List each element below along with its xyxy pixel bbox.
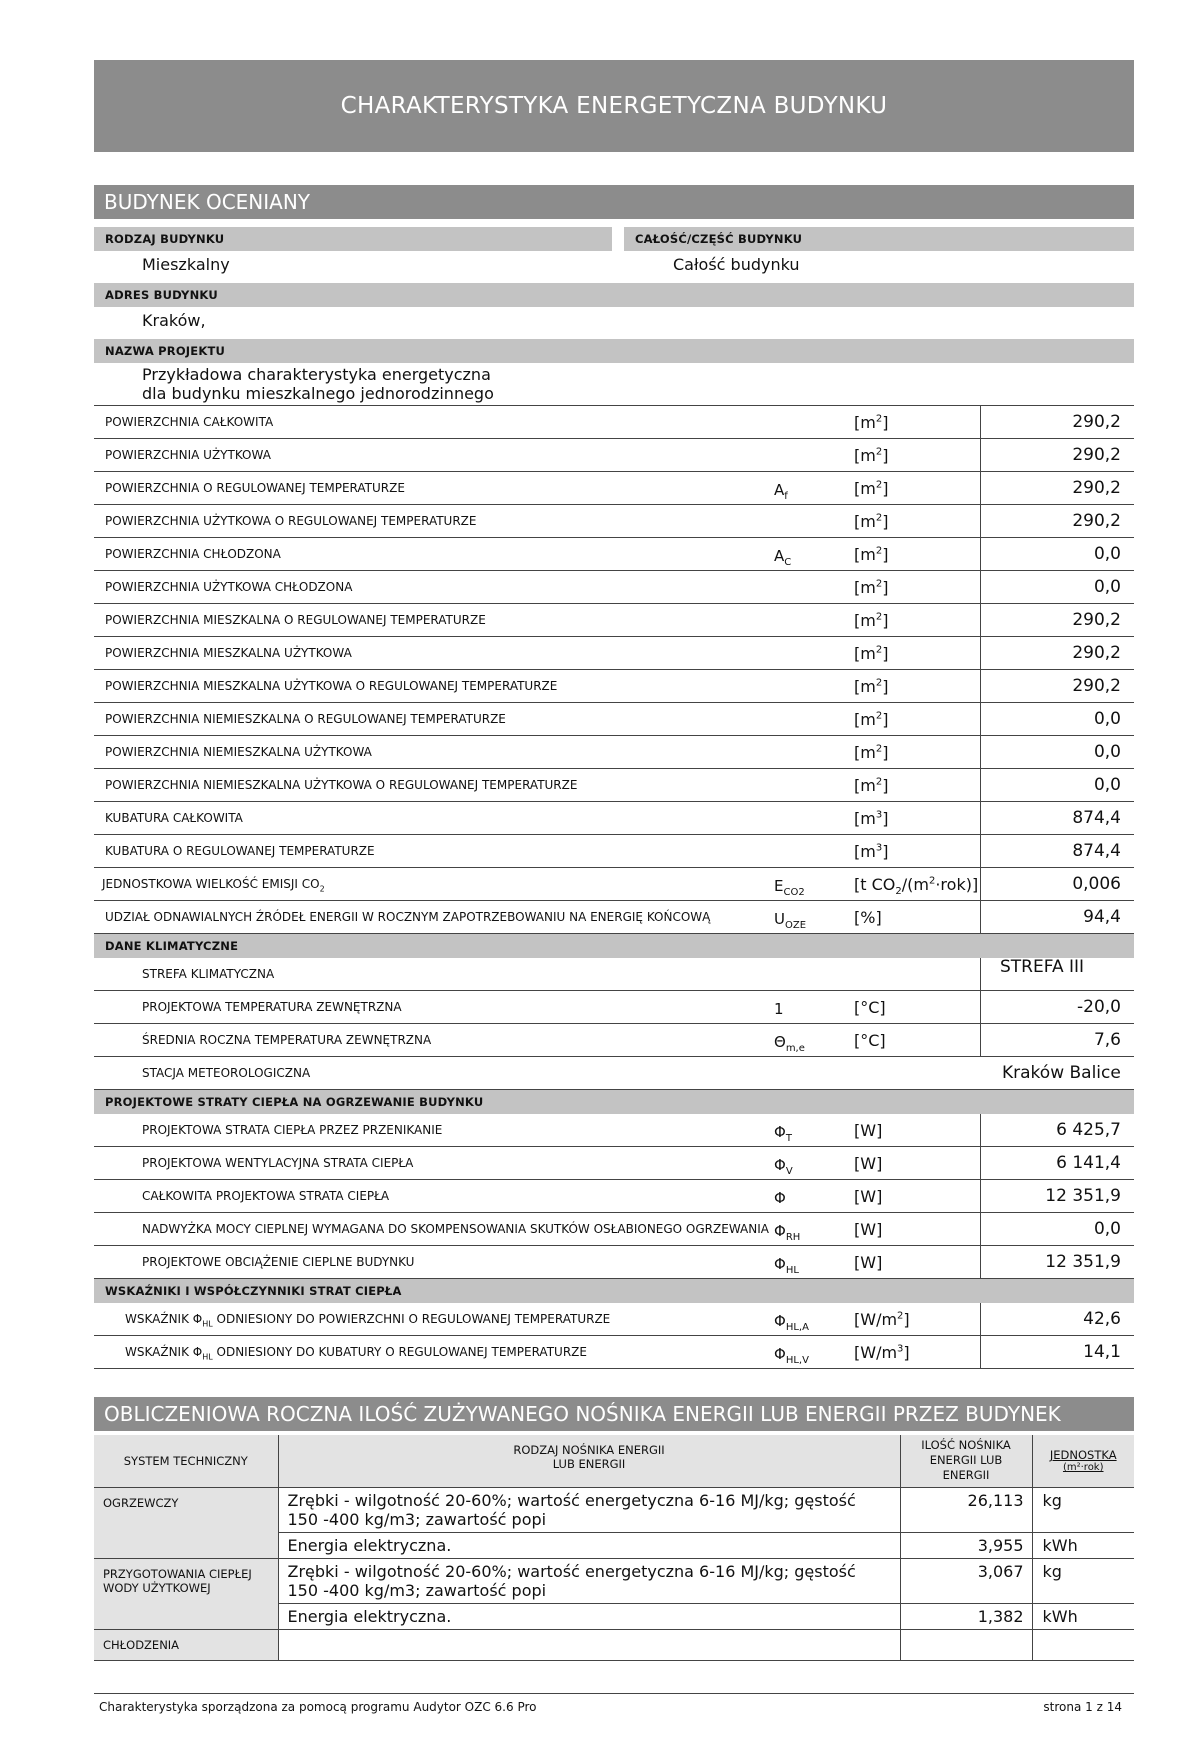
property-unit <box>854 875 978 897</box>
col-header-amount: ILOŚĆ NOŚNIKA ENERGII LUB ENERGII <box>900 1435 1032 1487</box>
property-row <box>94 505 1134 538</box>
property-value: 290,2 <box>1072 412 1121 432</box>
unit-sup: 2 <box>897 1310 904 1322</box>
symbol-sub: HL,A <box>785 1322 809 1333</box>
energy-amount-cell: 1,382 <box>900 1603 1032 1629</box>
unit-end: ] <box>882 809 889 828</box>
energy-unit-cell: kWh <box>1032 1603 1134 1629</box>
property-unit <box>854 1343 910 1362</box>
property-unit <box>854 842 888 861</box>
property-value-cell <box>980 802 1134 835</box>
unit-main: [m <box>854 644 876 663</box>
property-value: 42,6 <box>1083 1309 1121 1329</box>
property-value-cell <box>980 868 1134 901</box>
symbol-sub: OZE <box>784 920 807 931</box>
property-label: NADWYŻKA MOCY CIEPLNEJ WYMAGANA DO SKOMPENSOWANIA SKUTKÓW OSŁABIONEGO OGRZEWANIA <box>142 1222 769 1236</box>
property-label-text: KUBATURA O REGULOWANEJ TEMPERATURZE <box>105 844 375 858</box>
property-value-cell <box>980 472 1134 505</box>
klimat-row <box>94 991 1134 1024</box>
unit-sup: 2 <box>875 710 883 722</box>
property-value: 6 425,7 <box>1056 1120 1121 1140</box>
property-label: PROJEKTOWA TEMPERATURA ZEWNĘTRZNA <box>142 1000 402 1014</box>
unit-main: [t CO <box>854 875 896 894</box>
property-unit: [W] <box>854 1154 883 1173</box>
symbol-sub: HL,V <box>785 1355 809 1366</box>
unit-main: [m <box>854 512 876 531</box>
wskaznik-row <box>94 1336 1134 1369</box>
symbol-main: Φ <box>774 1189 786 1207</box>
property-label <box>105 811 243 825</box>
property-unit: [W] <box>854 1253 883 1272</box>
unit-end: ] <box>882 644 889 663</box>
unit-end: ] <box>882 842 889 861</box>
property-unit <box>854 479 888 498</box>
property-unit: [W] <box>854 1220 883 1239</box>
property-unit <box>854 710 888 729</box>
unit-end: ] <box>903 1343 910 1362</box>
property-symbol <box>774 481 788 502</box>
property-label <box>105 679 557 693</box>
unit-main: [m <box>854 677 876 696</box>
property-value: 0,0 <box>1093 544 1121 564</box>
symbol-sub: V <box>785 1166 793 1177</box>
energy-carrier-cell: Energia elektryczna. <box>278 1603 900 1629</box>
symbol-sub: CO2 <box>783 887 805 898</box>
property-unit <box>854 512 888 531</box>
property-symbol <box>774 910 806 931</box>
property-label <box>105 448 271 462</box>
energy-carrier-cell <box>278 1629 900 1660</box>
value-rodzaj-budynku: Mieszkalny <box>142 255 230 274</box>
property-row <box>94 736 1134 769</box>
energy-carrier-cell: Zrębki - wilgotność 20-60%; wartość energetyczna 6-16 MJ/kg; gęstość 150 -400 kg/m3; zawartość popi <box>278 1558 900 1603</box>
property-row <box>94 802 1134 835</box>
property-unit: [°C] <box>854 998 886 1017</box>
symbol-main: Φ <box>774 1123 786 1141</box>
label-post: ODNIESIONY DO KUBATURY O REGULOWANEJ TEMPERATURZE <box>212 1345 587 1359</box>
footer-divider <box>94 1693 1134 1694</box>
property-label <box>105 415 273 429</box>
property-value: 290,2 <box>1072 676 1121 696</box>
property-unit <box>854 578 888 597</box>
property-symbol <box>774 1000 784 1018</box>
value-calosc-budynku: Całość budynku <box>673 255 800 274</box>
unit-main: [W/m <box>854 1310 898 1329</box>
property-label <box>105 646 352 660</box>
unit-mid: /(m <box>901 875 929 894</box>
property-row <box>94 637 1134 670</box>
property-label-text: UDZIAŁ ODNAWIALNYCH ŹRÓDEŁ ENERGII W ROCZNYM ZAPOTRZEBOWANIU NA ENERGIĘ KOŃCOWĄ <box>105 910 711 924</box>
property-label-text: POWIERZCHNIA NIEMIESZKALNA UŻYTKOWA <box>105 745 372 759</box>
unit-end: ] <box>882 578 889 597</box>
unit-main: [m <box>854 413 876 432</box>
property-symbol <box>774 547 791 568</box>
property-unit <box>854 677 888 696</box>
value-adres-budynku: Kraków, <box>142 311 206 330</box>
property-value: 290,2 <box>1072 511 1121 531</box>
symbol-sub: HL <box>785 1265 799 1276</box>
unit-sup: 2 <box>875 512 883 524</box>
property-symbol <box>774 1345 809 1366</box>
property-label-text: POWIERZCHNIA UŻYTKOWA O REGULOWANEJ TEMPERATURZE <box>105 514 477 528</box>
property-value: 94,4 <box>1083 907 1121 927</box>
unit-end: ] <box>882 677 889 696</box>
property-row <box>94 835 1134 868</box>
property-value-cell <box>980 1213 1134 1246</box>
property-value-cell <box>980 835 1134 868</box>
unit-sub: 2 <box>895 886 902 898</box>
document-title: CHARAKTERYSTYKA ENERGETYCZNA BUDYNKU <box>94 60 1134 152</box>
property-value: 0,0 <box>1093 577 1121 597</box>
property-value-cell <box>980 670 1134 703</box>
property-value-cell <box>980 505 1134 538</box>
property-value: 14,1 <box>1083 1342 1121 1362</box>
unit-main: [m <box>854 446 876 465</box>
property-label <box>105 580 352 594</box>
symbol-main: A <box>774 481 785 499</box>
klimat-row <box>94 958 1134 991</box>
property-row <box>94 538 1134 571</box>
section-straty-ciepla: PROJEKTOWE STRATY CIEPŁA NA OGRZEWANIE BUDYNKU <box>94 1090 1134 1114</box>
property-value-cell <box>980 1303 1134 1336</box>
property-value: 0,006 <box>1072 874 1121 894</box>
straty-row <box>94 1180 1134 1213</box>
property-value-cell <box>980 1180 1134 1213</box>
straty-row <box>94 1147 1134 1180</box>
property-value: 0,0 <box>1093 709 1121 729</box>
unit-sup: 2 <box>928 875 936 887</box>
straty-row <box>94 1114 1134 1147</box>
property-value: 0,0 <box>1093 775 1121 795</box>
property-value: -20,0 <box>1077 997 1121 1017</box>
symbol-main: U <box>774 910 785 928</box>
unit-main: [m <box>854 611 876 630</box>
property-label-text: POWIERZCHNIA UŻYTKOWA <box>105 448 271 462</box>
property-label-sub: 2 <box>319 884 325 894</box>
energy-row <box>94 1487 1134 1532</box>
symbol-main: Φ <box>774 1255 786 1273</box>
property-value-cell <box>980 901 1134 934</box>
energy-carrier-cell: Zrębki - wilgotność 20-60%; wartość energetyczna 6-16 MJ/kg; gęstość 150 -400 kg/m3; zawartość popi <box>278 1487 900 1532</box>
property-unit: [W] <box>854 1121 883 1140</box>
unit-main: [m <box>854 710 876 729</box>
property-label-text: POWIERZCHNIA MIESZKALNA O REGULOWANEJ TEMPERATURZE <box>105 613 486 627</box>
property-label: STACJA METEOROLOGICZNA <box>142 1066 311 1080</box>
property-label <box>105 547 281 561</box>
property-label <box>105 481 405 495</box>
symbol-sub: C <box>784 557 792 568</box>
property-label-text: POWIERZCHNIA UŻYTKOWA CHŁODZONA <box>105 580 353 594</box>
property-value: 12 351,9 <box>1045 1252 1121 1272</box>
footer-page-number: strona 1 z 14 <box>1043 1700 1122 1714</box>
energy-table-wrap <box>94 1435 1134 1661</box>
property-label <box>105 778 577 792</box>
property-symbol <box>774 1312 809 1333</box>
energy-amount-cell: 26,113 <box>900 1487 1032 1532</box>
property-unit <box>854 611 888 630</box>
property-label-text: POWIERZCHNIA MIESZKALNA UŻYTKOWA <box>105 646 352 660</box>
unit-end: ] <box>882 776 889 795</box>
energy-unit-cell <box>1032 1629 1134 1660</box>
label-sub: HL <box>202 1352 213 1362</box>
energy-amount-cell: 3,067 <box>900 1558 1032 1603</box>
unit-main: [m <box>854 479 876 498</box>
property-value: 7,6 <box>1093 1030 1121 1050</box>
symbol-main: 1 <box>774 1000 784 1018</box>
property-symbol <box>774 1255 799 1276</box>
unit-main: [m <box>854 842 876 861</box>
property-value-cell <box>980 1246 1134 1279</box>
property-unit: [W] <box>854 1187 883 1206</box>
property-value-cell <box>980 703 1134 736</box>
symbol-main: Φ <box>774 1156 786 1174</box>
property-value: 874,4 <box>1072 841 1121 861</box>
property-label <box>102 877 325 893</box>
property-value: STREFA III <box>1000 957 1085 977</box>
value-nazwa-projektu-line1: Przykładowa charakterystyka energetyczna <box>142 365 491 384</box>
property-label-text: KUBATURA CAŁKOWITA <box>105 811 243 825</box>
property-unit: [°C] <box>854 1031 886 1050</box>
property-row <box>94 604 1134 637</box>
property-symbol <box>774 1033 805 1054</box>
section-wskazniki: WSKAŹNIKI I WSPÓŁCZYNNIKI STRAT CIEPŁA <box>94 1279 1134 1303</box>
property-unit <box>854 776 888 795</box>
property-row <box>94 439 1134 472</box>
property-row <box>94 670 1134 703</box>
property-value: 0,0 <box>1093 742 1121 762</box>
unit-main: [m <box>854 743 876 762</box>
property-label <box>125 1312 610 1328</box>
unit-sup: 2 <box>875 446 883 458</box>
unit-end: ] <box>882 479 889 498</box>
unit-sup: 2 <box>875 545 883 557</box>
property-value-cell <box>980 571 1134 604</box>
value-nazwa-projektu-line2: dla budynku mieszkalnego jednorodzinnego <box>142 384 494 403</box>
unit-end: ·rok)] <box>935 875 979 894</box>
col-header-system: SYSTEM TECHNICZNY <box>94 1435 278 1487</box>
symbol-main: Φ <box>774 1222 786 1240</box>
property-symbol <box>774 1222 800 1243</box>
unit-sup: 3 <box>875 809 883 821</box>
energy-row <box>94 1629 1134 1660</box>
energy-system-cell: OGRZEWCZY <box>94 1487 278 1558</box>
symbol-main: Θ <box>774 1033 786 1051</box>
wskaznik-row <box>94 1303 1134 1336</box>
symbol-sub: m,e <box>785 1043 805 1054</box>
property-value-cell <box>980 1024 1134 1057</box>
property-label <box>105 745 372 759</box>
symbol-sub: f <box>784 491 788 502</box>
property-unit <box>854 743 888 762</box>
unit-sup: 2 <box>875 479 883 491</box>
unit-sup: 2 <box>875 677 883 689</box>
unit-end: ] <box>882 446 889 465</box>
energy-row <box>94 1558 1134 1603</box>
property-value-cell <box>980 1114 1134 1147</box>
energy-unit-cell: kg <box>1032 1558 1134 1603</box>
section-header-budynek: BUDYNEK OCENIANY <box>94 185 1134 219</box>
property-label: PROJEKTOWA WENTYLACYJNA STRATA CIEPŁA <box>142 1156 414 1170</box>
property-label <box>105 514 476 528</box>
property-row <box>94 472 1134 505</box>
klimat-row <box>94 1024 1134 1057</box>
property-symbol <box>774 1189 786 1207</box>
label-pre: WSKAŹNIK Φ <box>125 1312 203 1326</box>
property-row <box>94 901 1134 934</box>
symbol-main: A <box>774 547 785 565</box>
label-rodzaj-budynku: RODZAJ BUDYNKU <box>94 227 612 251</box>
property-label-text: JEDNOSTKOWA WIELKOŚĆ EMISJI CO <box>102 877 320 891</box>
label-adres-budynku: ADRES BUDYNKU <box>94 283 1134 307</box>
property-value: 290,2 <box>1072 610 1121 630</box>
energy-amount-cell: 3,955 <box>900 1532 1032 1558</box>
property-label-text: POWIERZCHNIA CAŁKOWITA <box>105 415 274 429</box>
unit-sup: 2 <box>875 644 883 656</box>
property-value-cell <box>980 769 1134 802</box>
property-value-cell <box>980 439 1134 472</box>
unit-sup: 2 <box>875 611 883 623</box>
property-value: 290,2 <box>1072 643 1121 663</box>
property-value-cell <box>980 637 1134 670</box>
property-label <box>105 844 375 858</box>
property-value-cell <box>980 1147 1134 1180</box>
section-dane-klimatyczne: DANE KLIMATYCZNE <box>94 934 1134 958</box>
property-symbol <box>774 1156 793 1177</box>
property-unit <box>854 809 888 828</box>
property-value: Kraków Balice <box>1002 1063 1121 1083</box>
property-value-cell <box>980 538 1134 571</box>
unit-main: [m <box>854 545 876 564</box>
property-unit <box>854 644 888 663</box>
section-header-energy: OBLICZENIOWA ROCZNA ILOŚĆ ZUŻYWANEGO NOŚNIKA ENERGII LUB ENERGII PRZEZ BUDYNEK <box>94 1397 1134 1431</box>
property-row <box>94 571 1134 604</box>
property-label <box>105 712 506 726</box>
unit-main: [m <box>854 578 876 597</box>
unit-sup: 2 <box>875 776 883 788</box>
property-value-cell <box>980 1057 1134 1090</box>
property-unit <box>854 545 888 564</box>
property-label-text: POWIERZCHNIA MIESZKALNA UŻYTKOWA O REGULOWANEJ TEMPERATURZE <box>105 679 558 693</box>
property-value: 12 351,9 <box>1045 1186 1121 1206</box>
straty-row <box>94 1246 1134 1279</box>
property-unit <box>854 1310 910 1329</box>
symbol-sub: RH <box>785 1232 801 1243</box>
unit-main: [m <box>854 809 876 828</box>
property-unit <box>854 413 888 432</box>
label-nazwa-projektu: NAZWA PROJEKTU <box>94 339 1134 363</box>
label-pre: WSKAŹNIK Φ <box>125 1345 203 1359</box>
klimat-row <box>94 1057 1134 1090</box>
property-value-cell <box>980 604 1134 637</box>
unit-main: [%] <box>854 908 882 927</box>
property-symbol <box>774 877 805 898</box>
property-value: 0,0 <box>1093 1219 1121 1239</box>
col-header-unit: JEDNOSTKA (m²·rok) <box>1032 1435 1134 1487</box>
symbol-sub: T <box>785 1133 792 1144</box>
property-label-text: POWIERZCHNIA CHŁODZONA <box>105 547 281 561</box>
unit-end: ] <box>882 710 889 729</box>
property-value-cell <box>980 736 1134 769</box>
energy-table <box>94 1435 1134 1661</box>
property-row <box>94 769 1134 802</box>
energy-unit-cell: kWh <box>1032 1532 1134 1558</box>
footer-software-note: Charakterystyka sporządzona za pomocą programu Audytor OZC 6.6 Pro <box>99 1700 537 1714</box>
property-row <box>94 406 1134 439</box>
property-label-text: POWIERZCHNIA NIEMIESZKALNA UŻYTKOWA O REGULOWANEJ TEMPERATURZE <box>105 778 578 792</box>
symbol-main: Φ <box>774 1345 786 1363</box>
unit-sup: 3 <box>875 842 883 854</box>
unit-sup: 2 <box>875 578 883 590</box>
property-value: 6 141,4 <box>1056 1153 1121 1173</box>
unit-sup: 2 <box>875 413 883 425</box>
energy-system-cell: CHŁODZENIA <box>94 1629 278 1660</box>
property-value: 290,2 <box>1072 478 1121 498</box>
unit-sup: 2 <box>875 743 883 755</box>
property-value: 874,4 <box>1072 808 1121 828</box>
property-label <box>105 910 710 924</box>
symbol-main: Φ <box>774 1312 786 1330</box>
properties-table <box>94 405 1134 1369</box>
property-label: PROJEKTOWA STRATA CIEPŁA PRZEZ PRZENIKANIE <box>142 1123 443 1137</box>
energy-carrier-cell: Energia elektryczna. <box>278 1532 900 1558</box>
label-post: ODNIESIONY DO POWIERZCHNI O REGULOWANEJ TEMPERATURZE <box>212 1312 611 1326</box>
property-value: 290,2 <box>1072 445 1121 465</box>
unit-sup: 3 <box>897 1343 904 1355</box>
unit-end: ] <box>882 545 889 564</box>
property-symbol <box>774 1123 792 1144</box>
property-row <box>94 703 1134 736</box>
property-value-cell <box>980 406 1134 439</box>
label-sub: HL <box>202 1319 213 1329</box>
property-label <box>125 1345 587 1361</box>
property-value-cell <box>980 991 1134 1024</box>
symbol-main: E <box>774 877 784 895</box>
unit-end: ] <box>882 413 889 432</box>
property-value-cell <box>980 958 1134 991</box>
unit-end: ] <box>882 611 889 630</box>
property-value-cell <box>980 1336 1134 1369</box>
property-label <box>105 613 486 627</box>
straty-row <box>94 1213 1134 1246</box>
property-row <box>94 868 1134 901</box>
property-unit <box>854 908 882 927</box>
property-label: STREFA KLIMATYCZNA <box>142 967 275 981</box>
property-label: CAŁKOWITA PROJEKTOWA STRATA CIEPŁA <box>142 1189 390 1203</box>
unit-end: ] <box>903 1310 910 1329</box>
label-calosc-budynku: CAŁOŚĆ/CZĘŚĆ BUDYNKU <box>624 227 1134 251</box>
energy-unit-cell: kg <box>1032 1487 1134 1532</box>
energy-table-header <box>94 1435 1134 1487</box>
unit-main: [m <box>854 776 876 795</box>
property-label-text: POWIERZCHNIA O REGULOWANEJ TEMPERATURZE <box>105 481 405 495</box>
unit-main: [W/m <box>854 1343 898 1362</box>
unit-end: ] <box>882 743 889 762</box>
property-label: PROJEKTOWE OBCIĄŻENIE CIEPLNE BUDYNKU <box>142 1255 415 1269</box>
energy-amount-cell <box>900 1629 1032 1660</box>
property-label: ŚREDNIA ROCZNA TEMPERATURA ZEWNĘTRZNA <box>142 1033 432 1047</box>
col-header-carrier: RODZAJ NOŚNIKA ENERGII LUB ENERGII <box>278 1435 900 1487</box>
unit-end: ] <box>882 512 889 531</box>
energy-system-cell: PRZYGOTOWANIA CIEPŁEJ WODY UŻYTKOWEJ <box>94 1558 278 1629</box>
property-label-text: POWIERZCHNIA NIEMIESZKALNA O REGULOWANEJ TEMPERATURZE <box>105 712 506 726</box>
property-unit <box>854 446 888 465</box>
